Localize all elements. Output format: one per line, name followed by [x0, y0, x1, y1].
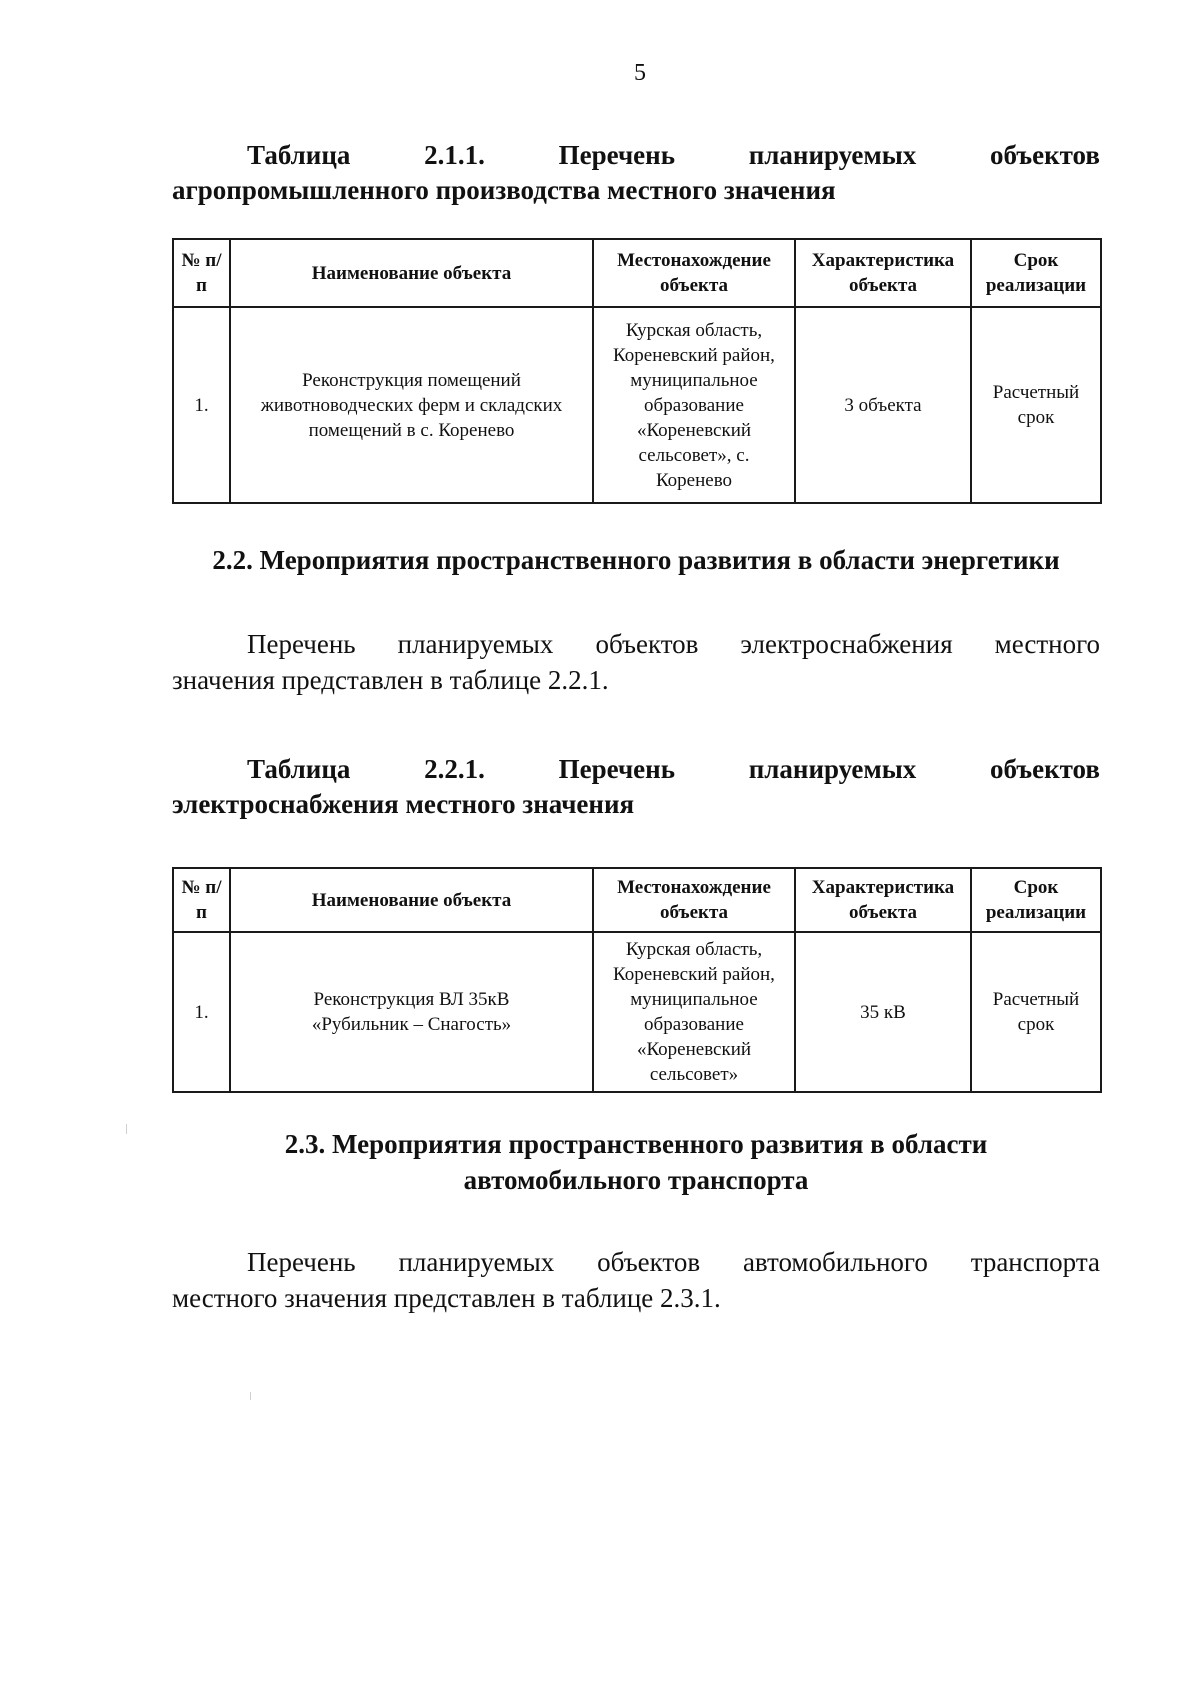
paragraph-word: электроснабжения — [740, 629, 953, 659]
section-2-3-paragraph — [172, 1244, 1100, 1316]
cell-term: Расчетный срок — [971, 307, 1101, 503]
heading-line-2: автомобильного транспорта — [463, 1165, 809, 1195]
paragraph-word: планируемых — [398, 1247, 555, 1277]
paragraph-word: местного — [994, 629, 1100, 659]
cell-location: Курская область, Кореневский район, муниципальное образование «Кореневский сельсовет», с. Коренево — [593, 307, 795, 503]
table-header-row — [173, 239, 1101, 307]
caption-word: 2.1.1. — [424, 140, 485, 170]
caption-word: Таблица — [247, 140, 351, 170]
table-header-row — [173, 868, 1101, 932]
table-2-1-1 — [172, 238, 1102, 504]
header-num: № п/п — [173, 239, 230, 307]
cell-characteristic: 35 кВ — [795, 932, 971, 1092]
paragraph-word: объектов — [597, 1247, 701, 1277]
caption-line-1 — [172, 138, 1100, 173]
cell-name: Реконструкция помещений животноводческих ферм и складских помещений в с. Коренево — [230, 307, 593, 503]
page-number: 5 — [634, 60, 646, 86]
header-location: Местонахождение объекта — [593, 868, 795, 932]
paragraph-line-2: местного значения представлен в таблице 2.3.1. — [172, 1283, 721, 1313]
paragraph-word: объектов — [595, 629, 699, 659]
header-num: № п/п — [173, 868, 230, 932]
paragraph-line-1 — [172, 626, 1100, 662]
caption-word: планируемых — [748, 140, 917, 170]
table-row — [173, 307, 1101, 503]
caption-line-2: агропромышленного производства местного значения — [172, 175, 836, 205]
caption-word: планируемых — [748, 754, 917, 784]
section-2-2-paragraph — [172, 626, 1100, 698]
paragraph-line-2: значения представлен в таблице 2.2.1. — [172, 665, 609, 695]
header-characteristic: Характеристика объекта — [795, 868, 971, 932]
cell-num: 1. — [173, 307, 230, 503]
header-term: Срок реализации — [971, 868, 1101, 932]
paragraph-word: планируемых — [397, 629, 554, 659]
caption-word: объектов — [990, 754, 1100, 784]
heading-line-1: 2.3. Мероприятия пространственного развития в области — [284, 1129, 988, 1159]
cell-location: Курская область, Кореневский район, муниципальное образование «Кореневский сельсовет» — [593, 932, 795, 1092]
table-2-1-1-caption — [172, 138, 1100, 208]
header-term: Срок реализации — [971, 239, 1101, 307]
table-row — [173, 932, 1101, 1092]
cell-characteristic: 3 объекта — [795, 307, 971, 503]
header-characteristic: Характеристика объекта — [795, 239, 971, 307]
header-name: Наименование объекта — [230, 868, 593, 932]
scan-artifact — [250, 1392, 251, 1400]
caption-word: объектов — [990, 140, 1100, 170]
cell-name: Реконструкция ВЛ 35кВ «Рубильник – Снагость» — [230, 932, 593, 1092]
table-2-2-1 — [172, 867, 1102, 1093]
caption-word: Таблица — [247, 754, 351, 784]
scan-artifact — [126, 1124, 127, 1134]
section-2-3-heading — [172, 1126, 1100, 1198]
paragraph-line-1 — [172, 1244, 1100, 1280]
paragraph-word: Перечень — [247, 629, 356, 659]
caption-line-2: электроснабжения местного значения — [172, 789, 635, 819]
cell-term: Расчетный срок — [971, 932, 1101, 1092]
caption-word: 2.2.1. — [424, 754, 485, 784]
section-2-2-heading: 2.2. Мероприятия пространственного развития в области энергетики — [212, 545, 1060, 575]
paragraph-word: транспорта — [970, 1247, 1100, 1277]
caption-line-1 — [172, 752, 1100, 787]
cell-num: 1. — [173, 932, 230, 1092]
header-name: Наименование объекта — [230, 239, 593, 307]
table-2-2-1-caption — [172, 752, 1100, 822]
caption-word: Перечень — [558, 140, 675, 170]
caption-word: Перечень — [558, 754, 675, 784]
header-location: Местонахождение объекта — [593, 239, 795, 307]
paragraph-word: Перечень — [247, 1247, 356, 1277]
paragraph-word: автомобильного — [742, 1247, 928, 1277]
